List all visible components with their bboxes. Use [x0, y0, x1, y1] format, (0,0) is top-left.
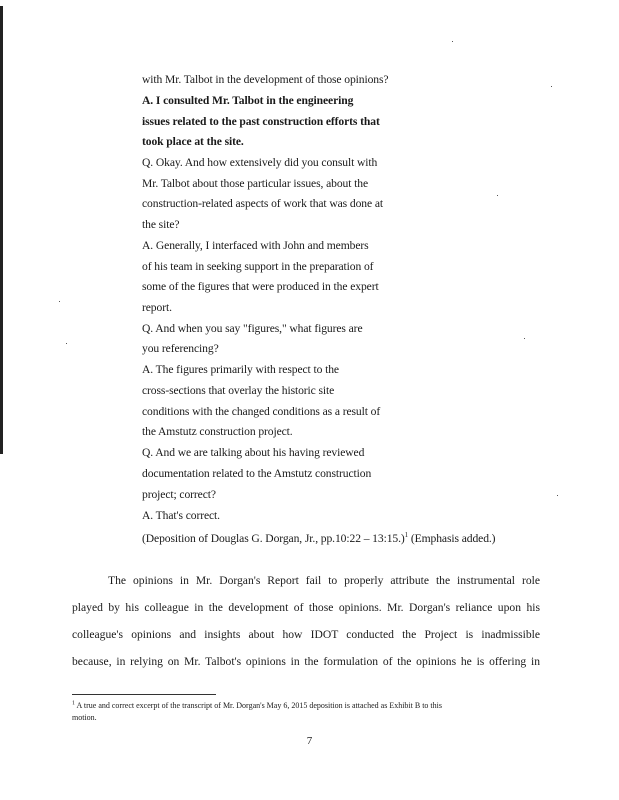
scan-speck [66, 343, 67, 344]
paragraph-line: The opinions in Mr. Dorgan's Report fail to properly attribute the instrumental role [108, 574, 540, 587]
quote-line: construction-related aspects of work that was done at [142, 197, 383, 210]
quote-line: some of the figures that were produced in the expert [142, 280, 379, 293]
quote-line: took place at the site. [142, 135, 244, 148]
footnote-number: 1 [72, 700, 75, 707]
paragraph-line: played by his colleague in the development of those opinions. Mr. Dorgan's reliance upon his [72, 601, 540, 614]
scan-speck [59, 301, 60, 302]
scan-speck [557, 495, 558, 496]
quote-line: cross-sections that overlay the historic site [142, 384, 335, 397]
scan-edge-bar [0, 6, 3, 454]
quote-line: of his team in seeking support in the preparation of [142, 260, 374, 273]
quote-line: report. [142, 301, 172, 314]
quote-line: issues related to the past construction efforts that [142, 115, 380, 128]
deposition-citation [142, 532, 495, 546]
quote-line: A. That's correct. [142, 509, 220, 522]
scan-speck [497, 195, 498, 196]
quote-line: documentation related to the Amstutz construction [142, 467, 372, 480]
scan-speck [452, 41, 453, 42]
footnote-divider [72, 694, 216, 695]
quote-line: with Mr. Talbot in the development of those opinions? [142, 73, 389, 86]
quote-line: project; correct? [142, 488, 216, 501]
quote-line: the Amstutz construction project. [142, 425, 293, 438]
quote-line: A. I consulted Mr. Talbot in the engineering [142, 94, 354, 107]
citation-text: (Deposition of Douglas G. Dorgan, Jr., pp.10:22 – 13:15.) [142, 532, 405, 545]
paragraph-line: colleague's opinions and insights about how IDOT conducted the Project is inadmissible [72, 628, 540, 641]
footnote [72, 700, 542, 712]
paragraph-line: because, in relying on Mr. Talbot's opinions in the formulation of the opinions he is offering in [72, 655, 540, 668]
scan-speck [551, 86, 552, 87]
footnote-text: A true and correct excerpt of the transcript of Mr. Dorgan's May 6, 2015 deposition is attached as Exhibit B to this [75, 701, 442, 710]
quote-line: A. The figures primarily with respect to the [142, 363, 339, 376]
footnote-marker: 1 [404, 531, 409, 540]
quote-line: Mr. Talbot about those particular issues, about the [142, 177, 369, 190]
emphasis-note: (Emphasis added.) [408, 532, 496, 545]
quote-line: Q. Okay. And how extensively did you consult with [142, 156, 378, 169]
quote-line: the site? [142, 218, 180, 231]
page-number: 7 [306, 735, 313, 747]
scan-speck [524, 338, 525, 339]
quote-line: Q. And when you say "figures," what figures are [142, 322, 363, 335]
quote-line: A. Generally, I interfaced with John and members [142, 239, 369, 252]
quote-line: you referencing? [142, 342, 219, 355]
quote-line: conditions with the changed conditions as a result of [142, 405, 381, 418]
footnote-continuation: motion. [72, 713, 97, 722]
quote-line: Q. And we are talking about his having reviewed [142, 446, 365, 459]
